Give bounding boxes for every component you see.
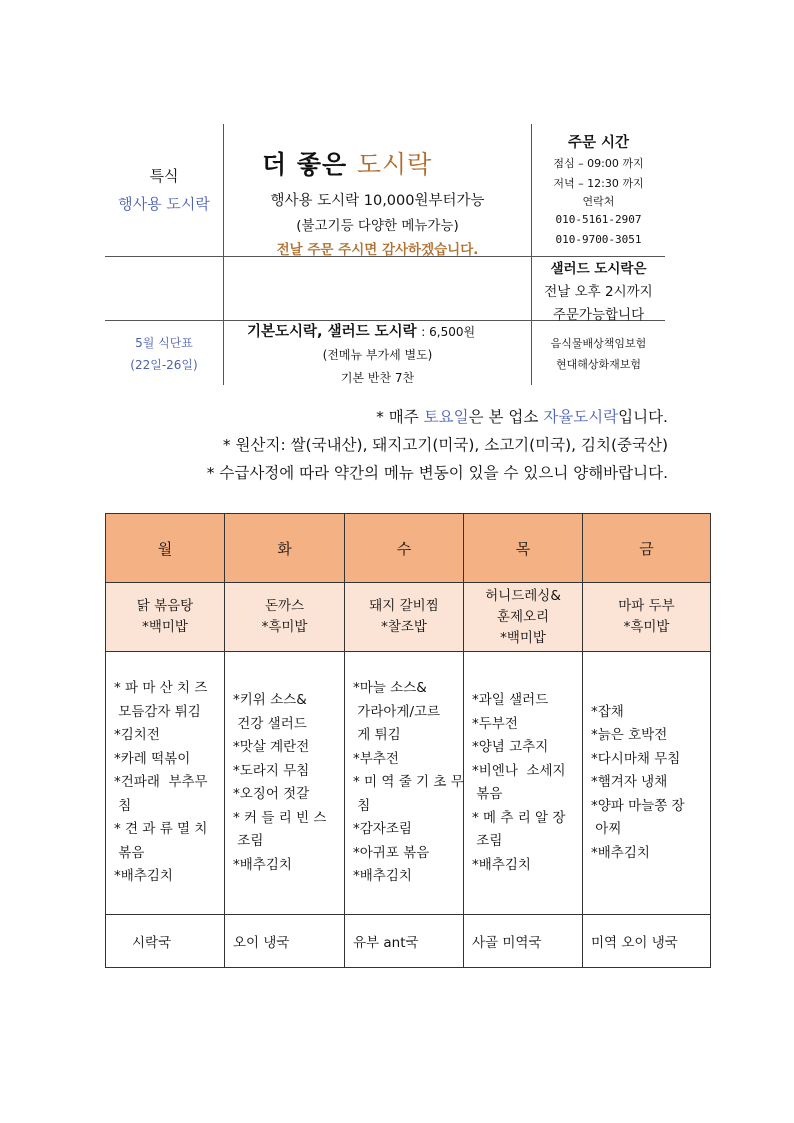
side-dish-item: *양파 마늘쫑 장	[591, 797, 685, 814]
main-dish: 돼지 갈비찜	[369, 598, 439, 614]
business-name-brand: 도시락	[356, 150, 433, 179]
side-dish-item: *비엔나 소세지	[472, 762, 566, 779]
side-dish-item: 볶음	[472, 786, 503, 802]
side-dish-item: *햄겨자 냉채	[591, 774, 668, 791]
insurance-1: 음식물배상책임보험	[550, 337, 647, 350]
notice-block	[100, 403, 668, 487]
side-dish-list	[472, 689, 576, 877]
side-dish-item: * 커 들 리 빈 스	[233, 809, 327, 826]
rice: *백미밥	[142, 619, 188, 635]
soup-tue: 오이 냉국	[225, 915, 345, 968]
side-dish-item: *두부전	[472, 715, 518, 732]
side-dishes-wed	[345, 652, 464, 915]
side-dish-item: *양념 고추지	[472, 739, 549, 755]
side-dish-item: 가라아게/고르	[353, 703, 441, 720]
soup-fri: 미역 오이 냉국	[583, 915, 711, 968]
soup-mon: 시락국	[106, 915, 225, 968]
side-dish-item: *아귀포 볶음	[353, 844, 430, 861]
phone-1[interactable]: 010-5161-2907	[555, 213, 642, 226]
day-header-tue: 화	[225, 514, 345, 583]
side-dish-item: * 미 역 줄 기 초 무	[353, 774, 464, 791]
contact-label: 연락처	[582, 195, 615, 208]
main-dish-thu	[464, 583, 583, 652]
rice: *흑미밥	[261, 619, 308, 635]
side-dish-item: *늙은 호박전	[591, 727, 668, 744]
side-dishes-mon	[106, 652, 225, 915]
main-dish: 허니드레싱&	[485, 587, 561, 604]
main-dish-row	[106, 583, 711, 652]
side-dish-item: 게 튀김	[353, 727, 401, 744]
notice-saturday-highlight: 토요일	[423, 408, 469, 426]
notice-text: * 매주	[376, 408, 419, 426]
side-dish-item: 조림	[233, 833, 264, 849]
side-dish-item: *김치전	[114, 727, 160, 744]
side-dish-item: *건파래 부추무	[114, 774, 208, 791]
soup-wed: 유부 ant국	[345, 915, 464, 968]
basic-label: 기본도시락, 샐러드 도시락	[247, 324, 417, 340]
side-dish-item: *오징어 젓갈	[233, 786, 310, 802]
business-name	[262, 145, 522, 181]
side-dish-item: *감자조림	[353, 821, 412, 838]
salad-deadline-2: 주문가능합니다	[552, 307, 645, 323]
vat-note: (전메뉴 부가세 별도)	[322, 348, 433, 362]
week-range: (22일-26일)	[130, 358, 198, 372]
side-dish-item: *과일 샐러드	[472, 692, 549, 708]
dinner-deadline: 저녁 – 12:30 까지	[553, 177, 644, 190]
phone-2[interactable]: 010-9700-3051	[555, 233, 642, 246]
soup-thu: 사골 미역국	[464, 915, 583, 968]
order-time-title: 주문 시간	[567, 135, 630, 151]
notice-text: 입니다.	[618, 408, 668, 426]
notice-saturday	[100, 403, 668, 431]
side-dish-item: *맛살 계란전	[233, 739, 310, 755]
main-dish: 훈제오리	[496, 608, 550, 625]
side-dish-item: * 메 추 리 알 장	[472, 809, 566, 826]
side-dish-item: *배추김치	[114, 868, 173, 885]
soup-row	[106, 915, 711, 968]
side-dish-item: * 파 마 산 치 즈	[114, 680, 208, 697]
side-dish-item: 조림	[472, 833, 503, 849]
side-dish-item: 침	[114, 797, 132, 814]
side-dish-item: *키위 소스&	[233, 692, 307, 708]
business-name-prefix: 더 좋은	[262, 150, 348, 179]
event-price: 행사용 도시락 10,000원부터가능	[270, 193, 485, 209]
side-dish-count: 기본 반찬 7찬	[340, 371, 415, 385]
side-dish-item: 건강 샐러드	[233, 715, 307, 732]
side-dish-item: *배추김치	[353, 868, 412, 885]
side-dish-item: *다시마채 무침	[591, 750, 681, 767]
main-dish-tue	[225, 583, 345, 652]
main-dish-mon	[106, 583, 225, 652]
main-dish-fri	[583, 583, 711, 652]
special-label: 특식	[149, 167, 179, 185]
week-title: 5월 식단표	[135, 336, 193, 350]
side-dish-row	[106, 652, 711, 915]
side-dish-item: 볶음	[114, 844, 145, 861]
notice-origin: * 원산지: 쌀(국내산), 돼지고기(미국), 소고기(미국), 김치(중국산)	[222, 436, 668, 454]
side-dishes-fri	[583, 652, 711, 915]
side-dish-item: * 견 과 류 멸 치	[114, 821, 208, 838]
side-dish-item: 모듬감자 튀김	[114, 703, 201, 720]
side-dish-list	[233, 689, 338, 877]
salad-title: 샐러드 도시락은	[550, 261, 647, 277]
event-lunchbox-label: 행사용 도시락	[118, 195, 210, 213]
basic-price-line	[247, 320, 537, 341]
notice-self-lunchbox-highlight: 자율도시락	[543, 408, 619, 426]
main-dish: 돈까스	[264, 598, 305, 614]
rice: *백미밥	[500, 629, 546, 646]
basic-price: : 6,500원	[421, 325, 476, 339]
insurance-2: 현대해상화재보험	[555, 358, 641, 371]
day-header-fri: 금	[583, 514, 711, 583]
side-dish-item: *부추전	[353, 750, 399, 767]
weekly-menu-table	[105, 513, 711, 968]
main-dish: 마파 두부	[618, 598, 675, 614]
day-header-row	[106, 514, 711, 583]
side-dish-item: *마늘 소스&	[353, 680, 427, 697]
side-dish-item: *배추김치	[233, 856, 292, 873]
main-dish-wed	[345, 583, 464, 652]
side-dish-item: *배추김치	[472, 856, 531, 873]
event-order-note: 전날 주문 주시면 감사하겠습니다.	[276, 242, 479, 258]
side-dish-item: 아찌	[591, 821, 622, 838]
salad-deadline-1: 전날 오후 2시까지	[544, 284, 653, 300]
side-dish-item: *배추김치	[591, 844, 650, 861]
rice: *찰조밥	[381, 619, 427, 635]
rice: *흑미밥	[623, 619, 670, 635]
main-dish: 닭 볶음탕	[136, 598, 194, 614]
event-note: (불고기등 다양한 메뉴가능)	[296, 218, 459, 234]
day-header-mon: 월	[106, 514, 225, 583]
lunch-deadline: 점심 – 09:00 까지	[553, 157, 644, 170]
side-dish-item: 침	[353, 797, 371, 814]
side-dish-list	[353, 677, 464, 889]
side-dish-item: *잡채	[591, 703, 624, 720]
side-dishes-thu	[464, 652, 583, 915]
side-dish-list	[114, 677, 218, 889]
side-dish-list	[591, 701, 704, 866]
side-dish-item: *도라지 무침	[233, 762, 310, 779]
side-dish-item: *카레 떡볶이	[114, 750, 191, 767]
notice-change: * 수급사정에 따라 약간의 메뉴 변동이 있을 수 있으니 양해바랍니다.	[206, 464, 668, 482]
day-header-thu: 목	[464, 514, 583, 583]
side-dishes-tue	[225, 652, 345, 915]
notice-text: 은 본 업소	[468, 408, 539, 426]
day-header-wed: 수	[345, 514, 464, 583]
